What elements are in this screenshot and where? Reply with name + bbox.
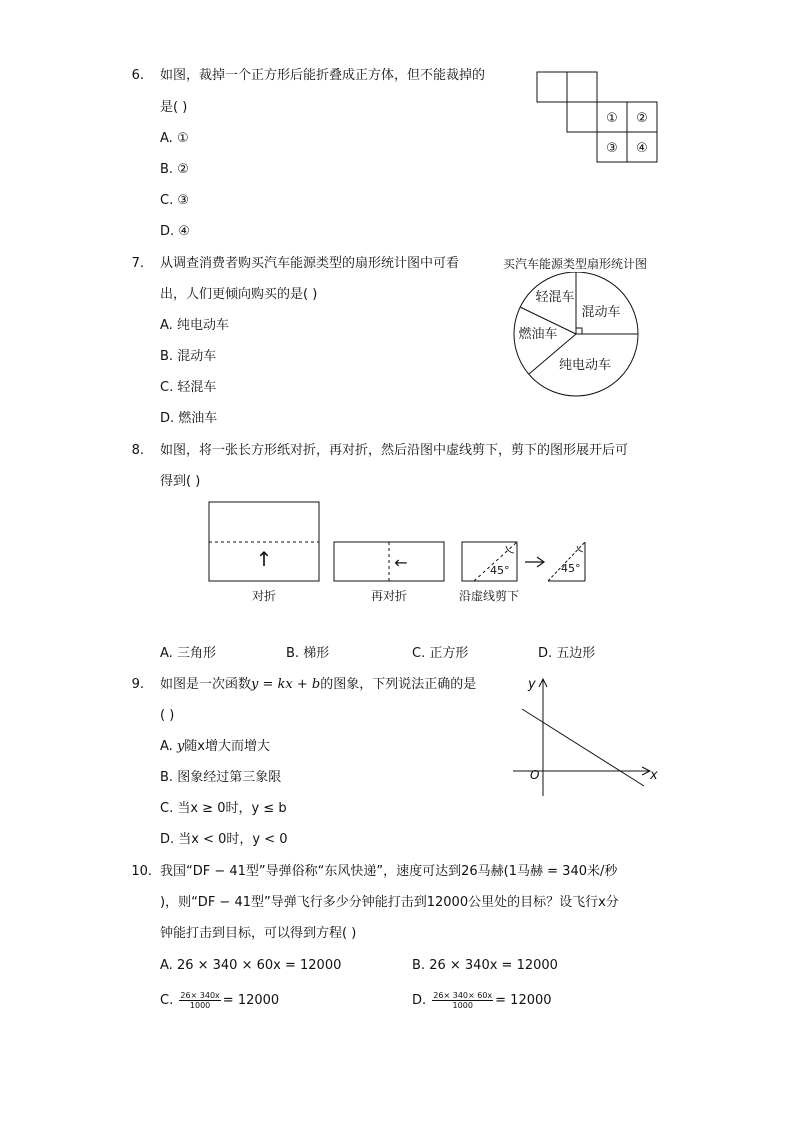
option-text: ②: [177, 162, 189, 177]
option-c[interactable]: [412, 646, 468, 662]
option-b[interactable]: [160, 770, 281, 786]
pie-sector-label: 燃油车: [518, 327, 558, 342]
axis-x-label: x: [650, 768, 658, 783]
option-letter: B.: [286, 646, 300, 661]
grid-label: ②: [636, 111, 648, 126]
option-text: = 12000: [222, 993, 280, 1008]
option-letter: B.: [160, 770, 174, 785]
linear-function-graph: [510, 674, 660, 800]
question-stem: 出，人们更倾向购买的是( ): [160, 287, 318, 302]
question-stem: 我国“DF − 41型”导弹俗称“东风快递”，速度可达到26马赫(1马赫 = 340米/秒: [160, 864, 618, 879]
option-letter: D.: [160, 411, 175, 426]
axis-y-label: y: [528, 677, 536, 692]
option-text: ④: [178, 224, 190, 239]
option-b[interactable]: [160, 162, 189, 178]
option-letter: C.: [160, 193, 174, 208]
pie-chart-title: 买汽车能源类型扇形统计图: [503, 257, 648, 271]
fold-left-arrow: ←: [394, 553, 408, 572]
cube-net-figure: [534, 70, 660, 166]
question-number: 6.: [131, 68, 144, 83]
question-stem: 从调查消费者购买汽车能源类型的扇形统计图中可看: [160, 256, 460, 271]
fold-up-arrow: ↑: [255, 547, 273, 571]
option-d[interactable]: [412, 988, 552, 1014]
option-c[interactable]: [160, 801, 287, 817]
angle-label: 45°: [490, 564, 510, 577]
angle-label: 45°: [561, 562, 581, 575]
option-letter: D.: [412, 993, 427, 1008]
option-letter: A.: [160, 958, 173, 973]
option-text: 五边形: [556, 646, 596, 661]
option-text: 26 × 340 × 60x = 12000: [176, 958, 342, 973]
option-text: 26 × 340x = 12000: [429, 958, 558, 973]
option-text: 混动车: [177, 349, 217, 364]
fraction: $\frac{26\times 340x}{1000}$: [180, 991, 220, 1010]
option-letter: A.: [160, 739, 173, 754]
question-stem: 得到( ): [160, 474, 201, 489]
option-letter: C.: [160, 801, 174, 816]
option-letter: C.: [412, 646, 426, 661]
question-stem: 如图，将一张长方形纸对折，再对折，然后沿图中虚线剪下，剪下的图形展开后可: [160, 443, 629, 458]
fraction: $\frac{26\times 340\times 60x}{1000}$: [433, 991, 493, 1010]
option-letter: A.: [160, 131, 173, 146]
pie-sector-label: 纯电动车: [558, 358, 612, 373]
option-text: 当x ≥ 0时，y ≤ b: [177, 801, 287, 816]
option-text: 轻混车: [177, 380, 217, 395]
grid-label: ③: [606, 141, 618, 156]
origin-label: O: [530, 768, 540, 782]
option-c[interactable]: [160, 193, 189, 209]
option-c[interactable]: [160, 988, 279, 1014]
option-a[interactable]: [160, 958, 341, 974]
step-caption: 沿虚线剪下: [458, 589, 520, 603]
option-a[interactable]: [160, 318, 229, 334]
option-text: 三角形: [176, 646, 216, 661]
question-number: 9.: [131, 677, 144, 692]
question-stem: 钟能打击到目标，可以得到方程( ): [160, 926, 357, 941]
option-text: = 12000: [495, 993, 552, 1008]
option-letter: B.: [412, 958, 426, 973]
option-text: 随x增大而增大: [184, 739, 270, 754]
step-caption: 对折: [251, 589, 277, 603]
option-b[interactable]: [412, 958, 558, 974]
option-a[interactable]: [160, 646, 216, 662]
option-letter: B.: [160, 162, 174, 177]
question-stem: 如图，裁掉一个正方形后能折叠成正方体，但不能裁掉的: [160, 68, 486, 83]
question-stem: ( ): [160, 708, 175, 723]
pie-sector-label: 轻混车: [535, 290, 575, 305]
option-text: 正方形: [429, 646, 469, 661]
option-letter: D.: [160, 224, 175, 239]
option-letter: B.: [160, 349, 174, 364]
option-text: 燃油车: [178, 411, 218, 426]
step-caption: 再对折: [370, 589, 408, 603]
question-stem: 是( ): [160, 100, 188, 115]
option-text: 当x < 0时，y < 0: [178, 832, 288, 847]
pie-chart-figure: [510, 272, 642, 404]
pie-sector-label: 混动车: [581, 305, 621, 320]
grid-label: ①: [606, 111, 618, 126]
option-letter: A.: [160, 646, 173, 661]
option-d[interactable]: [538, 646, 595, 662]
option-letter: C.: [160, 380, 174, 395]
question-number: 8.: [131, 443, 144, 458]
option-b[interactable]: [286, 646, 329, 662]
option-d[interactable]: [160, 832, 288, 848]
option-c[interactable]: [160, 380, 216, 396]
option-a[interactable]: [160, 131, 189, 147]
option-text: 图象经过第三象限: [177, 770, 282, 785]
option-text: ①: [176, 131, 189, 146]
question-number: 10.: [131, 864, 152, 879]
question-number: 7.: [131, 256, 144, 271]
grid-label: ④: [636, 141, 648, 156]
question-stem: 如图是一次函数y = kx + b的图象，下列说法正确的是: [160, 677, 477, 692]
option-d[interactable]: [160, 224, 190, 240]
formula: y = kx + b: [251, 677, 321, 692]
option-letter: D.: [160, 832, 175, 847]
option-letter: D.: [538, 646, 553, 661]
option-text: ③: [177, 193, 190, 208]
question-stem: )，则“DF − 41型”导弹飞行多少分钟能打击到12000公里处的目标？设飞行x分: [160, 895, 619, 910]
option-letter: A.: [160, 318, 173, 333]
option-d[interactable]: [160, 411, 217, 427]
option-b[interactable]: [160, 349, 216, 365]
option-text: 梯形: [303, 646, 330, 661]
option-a[interactable]: A. y随x增大而增大: [160, 739, 270, 754]
option-text: 纯电动车: [176, 318, 229, 333]
paper-folding-figure: [205, 498, 595, 610]
option-letter: C.: [160, 993, 174, 1008]
